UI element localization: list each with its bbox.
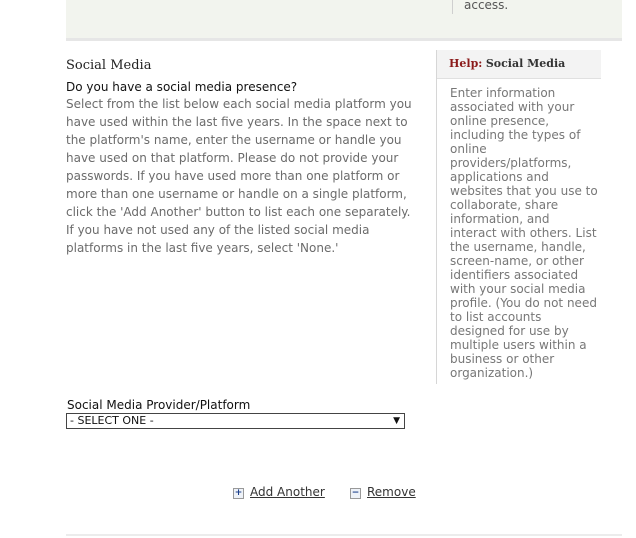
minus-icon: − xyxy=(351,488,360,498)
platform-field-label: Social Media Provider/Platform xyxy=(67,398,251,412)
section-separator xyxy=(66,38,622,41)
platform-select-value: - SELECT ONE - xyxy=(70,414,154,427)
panel-divider xyxy=(452,0,453,14)
help-label: Help: xyxy=(449,57,483,70)
remove-button[interactable] xyxy=(350,485,416,499)
bottom-separator xyxy=(66,534,622,536)
help-header xyxy=(437,50,601,79)
help-topic: Social Media xyxy=(485,57,566,70)
add-another-link[interactable]: Add Another xyxy=(250,485,325,499)
help-body-text: Enter information associated with your online presence, including the types of online providers/platforms, applications and websites that you use to collaborate, share information, and interact with others. List the username, handle, screen-name, or other identifiers associated with your social media profile. (You do not need to list accounts designed for use by multiple users within a business or other organization.) xyxy=(450,86,598,380)
previous-help-text-fragment: access. xyxy=(464,0,509,12)
help-panel xyxy=(436,50,601,384)
section-title: Social Media xyxy=(66,58,152,73)
dropdown-arrow-icon: ▼ xyxy=(393,416,400,426)
question-text: Do you have a social media presence? xyxy=(66,80,298,94)
plus-icon: + xyxy=(234,488,243,498)
previous-section-panel xyxy=(66,0,622,39)
add-another-button[interactable] xyxy=(233,485,325,499)
remove-link[interactable]: Remove xyxy=(367,485,416,499)
platform-select[interactable] xyxy=(66,413,405,429)
instructions-text: Select from the list below each social media platform you have used within the last five years. In the space next to the platform's name, enter the username or handle you have used on that platform. Please do not provide your passwords. If you have used more than one platform or more than one username or handle on a single platform, click the 'Add Another' button to list each one separately. If you have not used any of the listed social media platforms in the last five years, select 'None.' xyxy=(66,97,412,255)
